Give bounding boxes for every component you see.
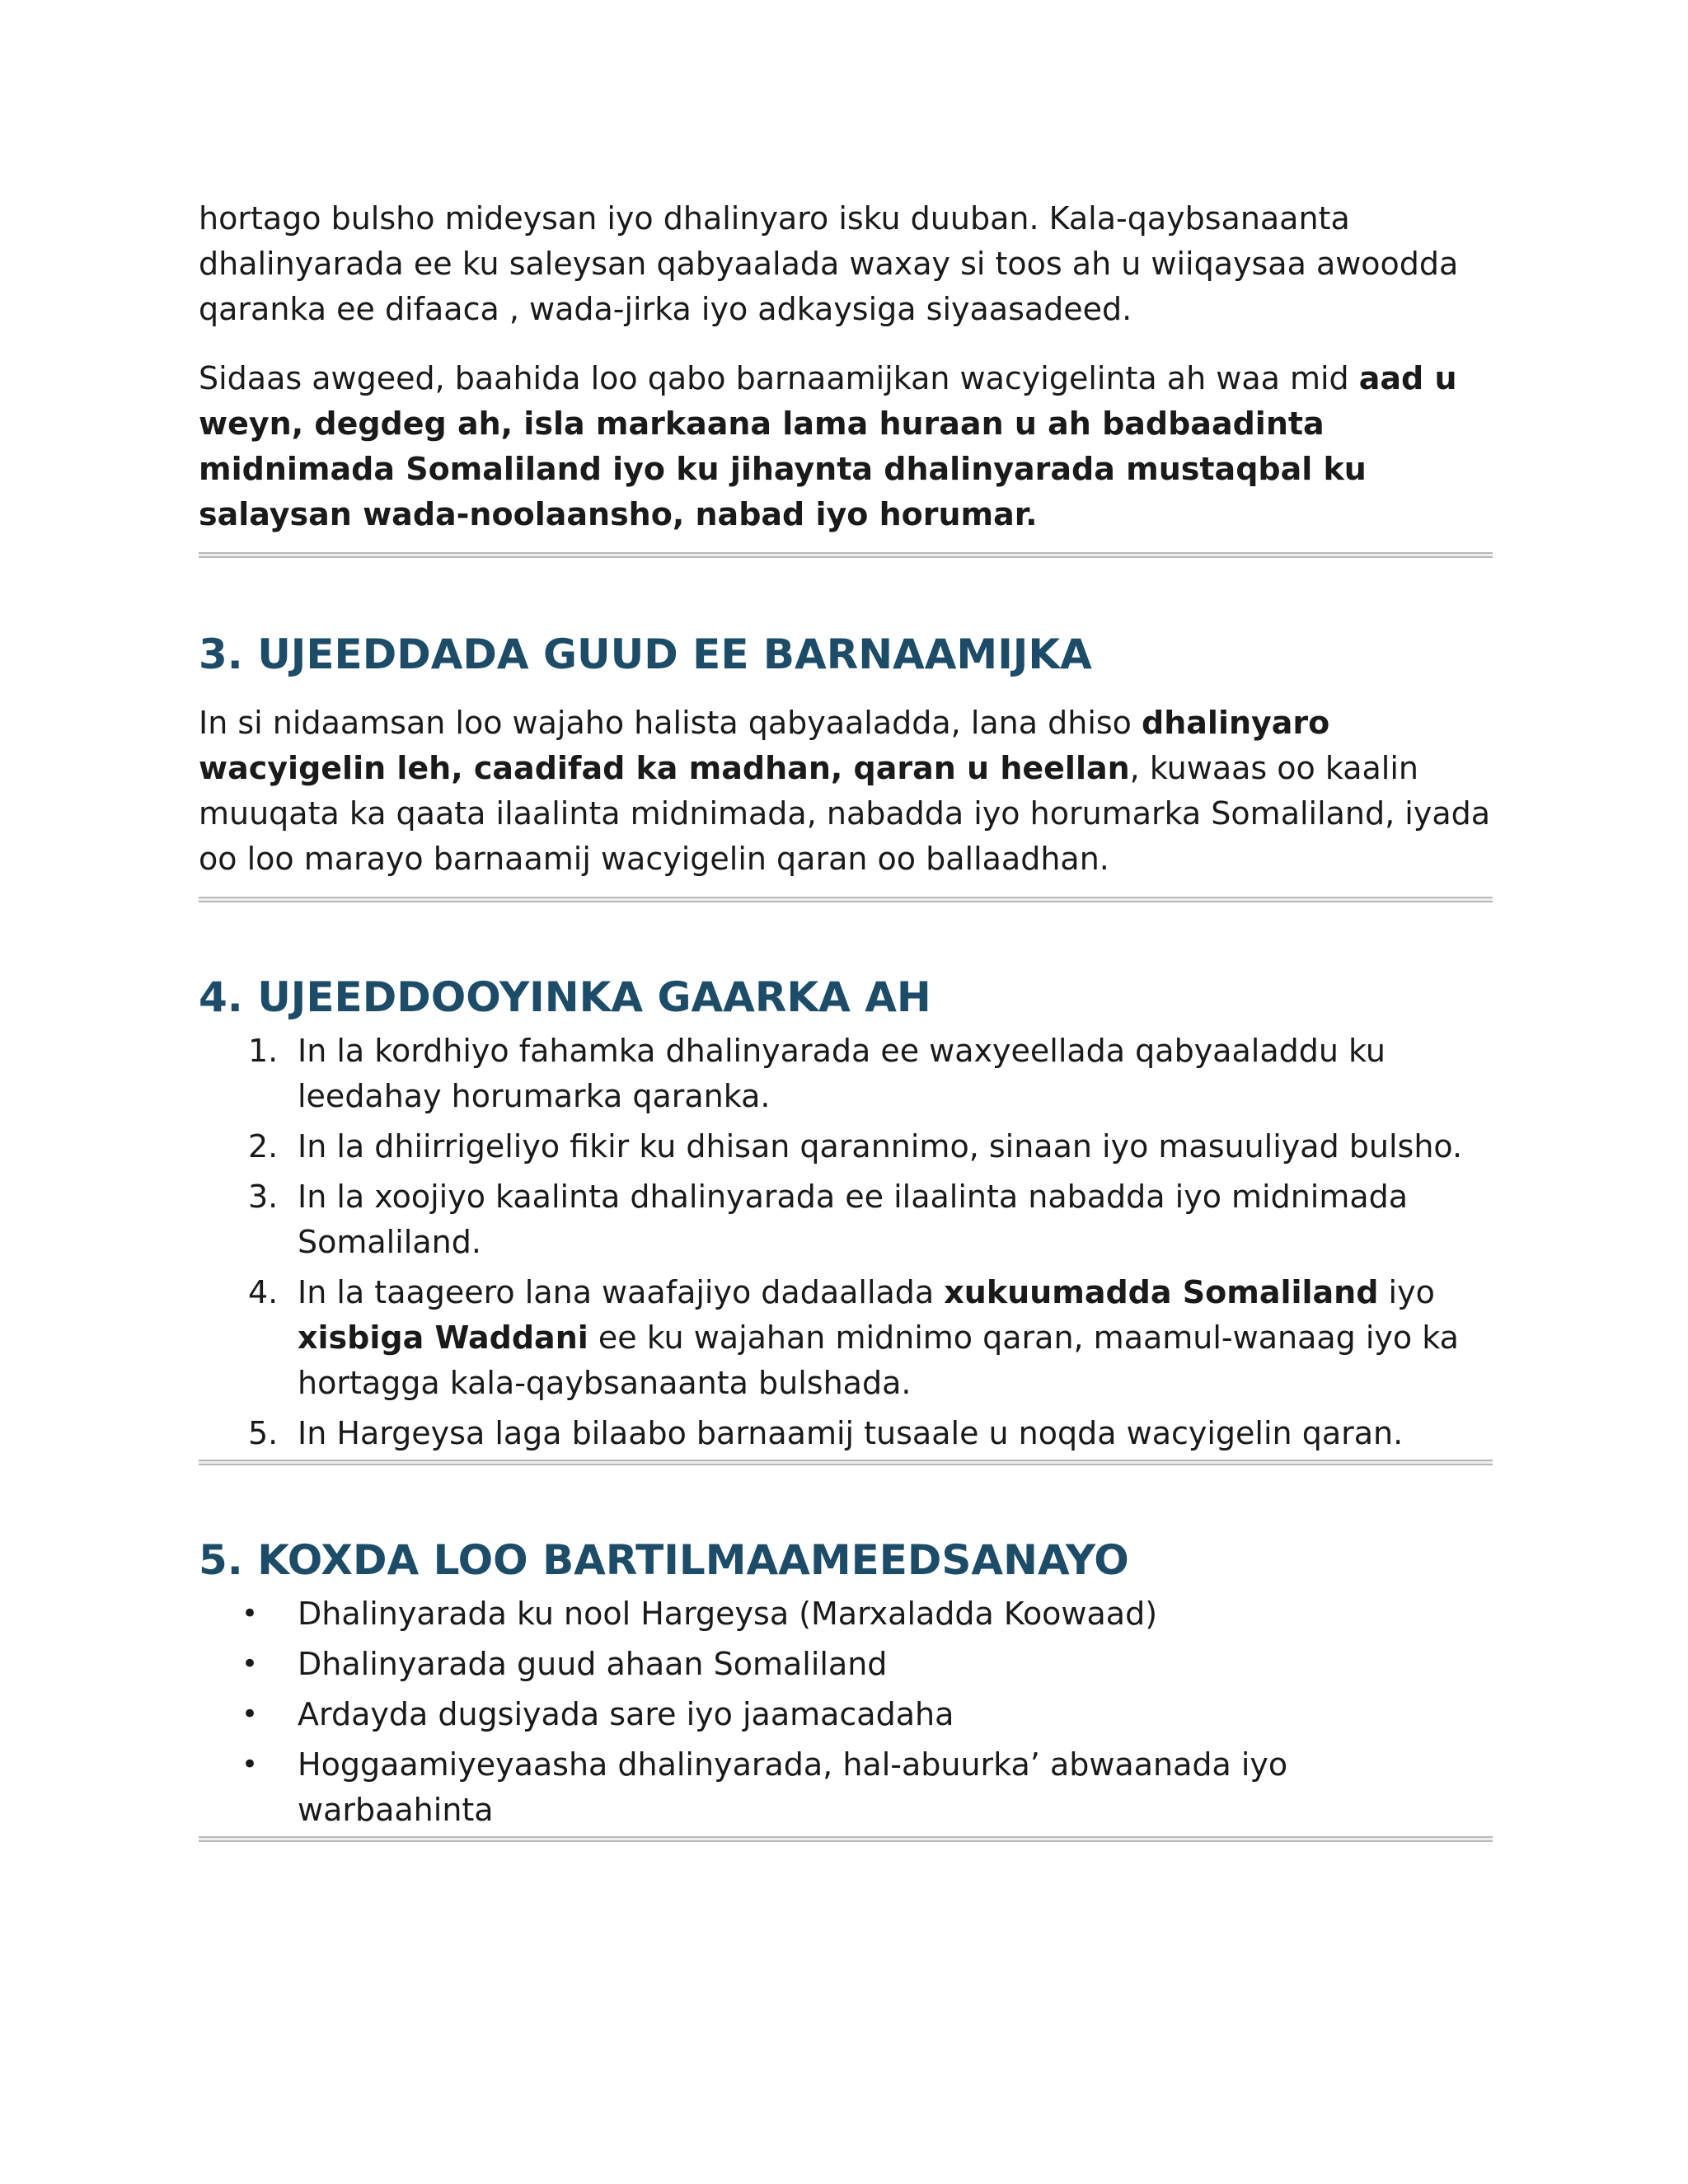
list-item <box>199 1029 1493 1119</box>
list-item-number: 2. <box>248 1128 279 1165</box>
section-3-paragraph <box>199 701 1493 882</box>
section-divider <box>199 1460 1493 1465</box>
section-3-text-b: , kuwaas oo kaalin muuqata ka qaata ilaalinta midnimada, nabadda iyo horumarka Somaliland, iyada oo loo marayo barnaamij wacyigelin qaran oo ballaadhan. <box>199 750 1491 877</box>
list-item-number: 1. <box>248 1033 279 1069</box>
list-item-text: In la kordhiyo fahamka dhalinyarada ee waxyeellada qabyaaladdu ku leedahay horumarka qaranka. <box>298 1033 1386 1114</box>
section-5-heading: 5. KOXDA LOO BARTILMAAMEEDSANAYO <box>199 1536 1129 1584</box>
list-item-text: In Hargeysa laga bilaabo barnaamij tusaale u noqda wacyigelin qaran. <box>298 1415 1404 1451</box>
list-item-text: Dhalinyarada ku nool Hargeysa (Marxaladda Koowaad) <box>298 1596 1158 1632</box>
section-3-bold: dhalinyaro wacyigelin leh, caadifad ka madhan, qaran u heellan <box>199 705 1330 786</box>
intro-paragraph-1: hortago bulsho mideysan iyo dhalinyaro isku duuban. Kala-qaybsanaanta dhalinyarada ee ku saleysan qabyaalada waxay si toos ah u wiiqaysaa awoodda qaranka ee difaaca , wada-jirka iyo adkaysiga siyaasadeed. <box>199 200 1459 327</box>
list-item-number: 5. <box>248 1415 279 1451</box>
list-item <box>199 1174 1493 1265</box>
list-item <box>199 1411 1493 1456</box>
list-item-bold-a: xukuumadda Somaliland <box>944 1274 1379 1310</box>
list-item <box>199 1270 1493 1406</box>
list-item-text-c: ee ku wajahan midnimo qaran, maamul-wanaag iyo ka hortagga kala-qaybsanaanta bulshada. <box>298 1319 1459 1401</box>
list-item-text: Hoggaamiyeyaasha dhalinyarada, hal-abuurka’ abwaanada iyo warbaahinta <box>298 1746 1288 1828</box>
list-item-number: 3. <box>248 1179 279 1215</box>
list-item-text-a: In la taageero lana waafajiyo dadaallada <box>298 1274 945 1310</box>
list-item <box>199 1642 1493 1687</box>
intro-paragraph-2 <box>199 356 1493 537</box>
objectives-list <box>199 1029 1493 1456</box>
list-item-text-b: iyo <box>1378 1274 1435 1310</box>
bullet-icon: • <box>241 1647 259 1680</box>
section-3-text-a: In si nidaamsan loo wajaho halista qabyaaladda, lana dhiso <box>199 705 1142 741</box>
bullet-icon: • <box>241 1597 259 1630</box>
bullet-icon: • <box>241 1698 259 1731</box>
bullet-icon: • <box>241 1748 259 1781</box>
section-4-heading: 4. UJEEDDOOYINKA GAARKA AH <box>199 973 931 1021</box>
document-page <box>199 196 1493 1842</box>
intro-paragraph-2-text: Sidaas awgeed, baahida loo qabo barnaamijkan wacyigelinta ah waa mid <box>199 360 1359 396</box>
list-item-bold-b: xisbiga Waddani <box>298 1319 588 1356</box>
list-item-text: In la xoojiyo kaalinta dhalinyarada ee ilaalinta nabadda iyo midnimada Somaliland. <box>298 1179 1409 1260</box>
intro-paragraph-2-bold: aad u weyn, degdeg ah, isla markaana lama huraan u ah badbaadinta midnimada Somaliland iyo ku jihaynta dhalinyarada mustaqbal ku salaysan wada-noolaansho, nabad iyo horumar. <box>199 360 1457 532</box>
list-item <box>199 1742 1493 1833</box>
section-divider <box>199 552 1493 558</box>
list-item <box>199 1124 1493 1169</box>
list-item-text: In la dhiirrigeliyo fikir ku dhisan qarannimo, sinaan iyo masuuliyad bulsho. <box>298 1128 1463 1165</box>
section-divider <box>199 897 1493 902</box>
list-item-text: Dhalinyarada guud ahaan Somaliland <box>298 1646 888 1682</box>
list-item <box>199 1591 1493 1637</box>
target-group-list <box>199 1591 1493 1833</box>
list-item-text: Ardayda dugsiyada sare iyo jaamacadaha <box>298 1696 954 1732</box>
section-divider <box>199 1836 1493 1842</box>
section-3-heading: 3. UJEEDDADA GUUD EE BARNAAMIJKA <box>199 630 1092 678</box>
list-item <box>199 1692 1493 1737</box>
list-item-number: 4. <box>248 1274 279 1310</box>
